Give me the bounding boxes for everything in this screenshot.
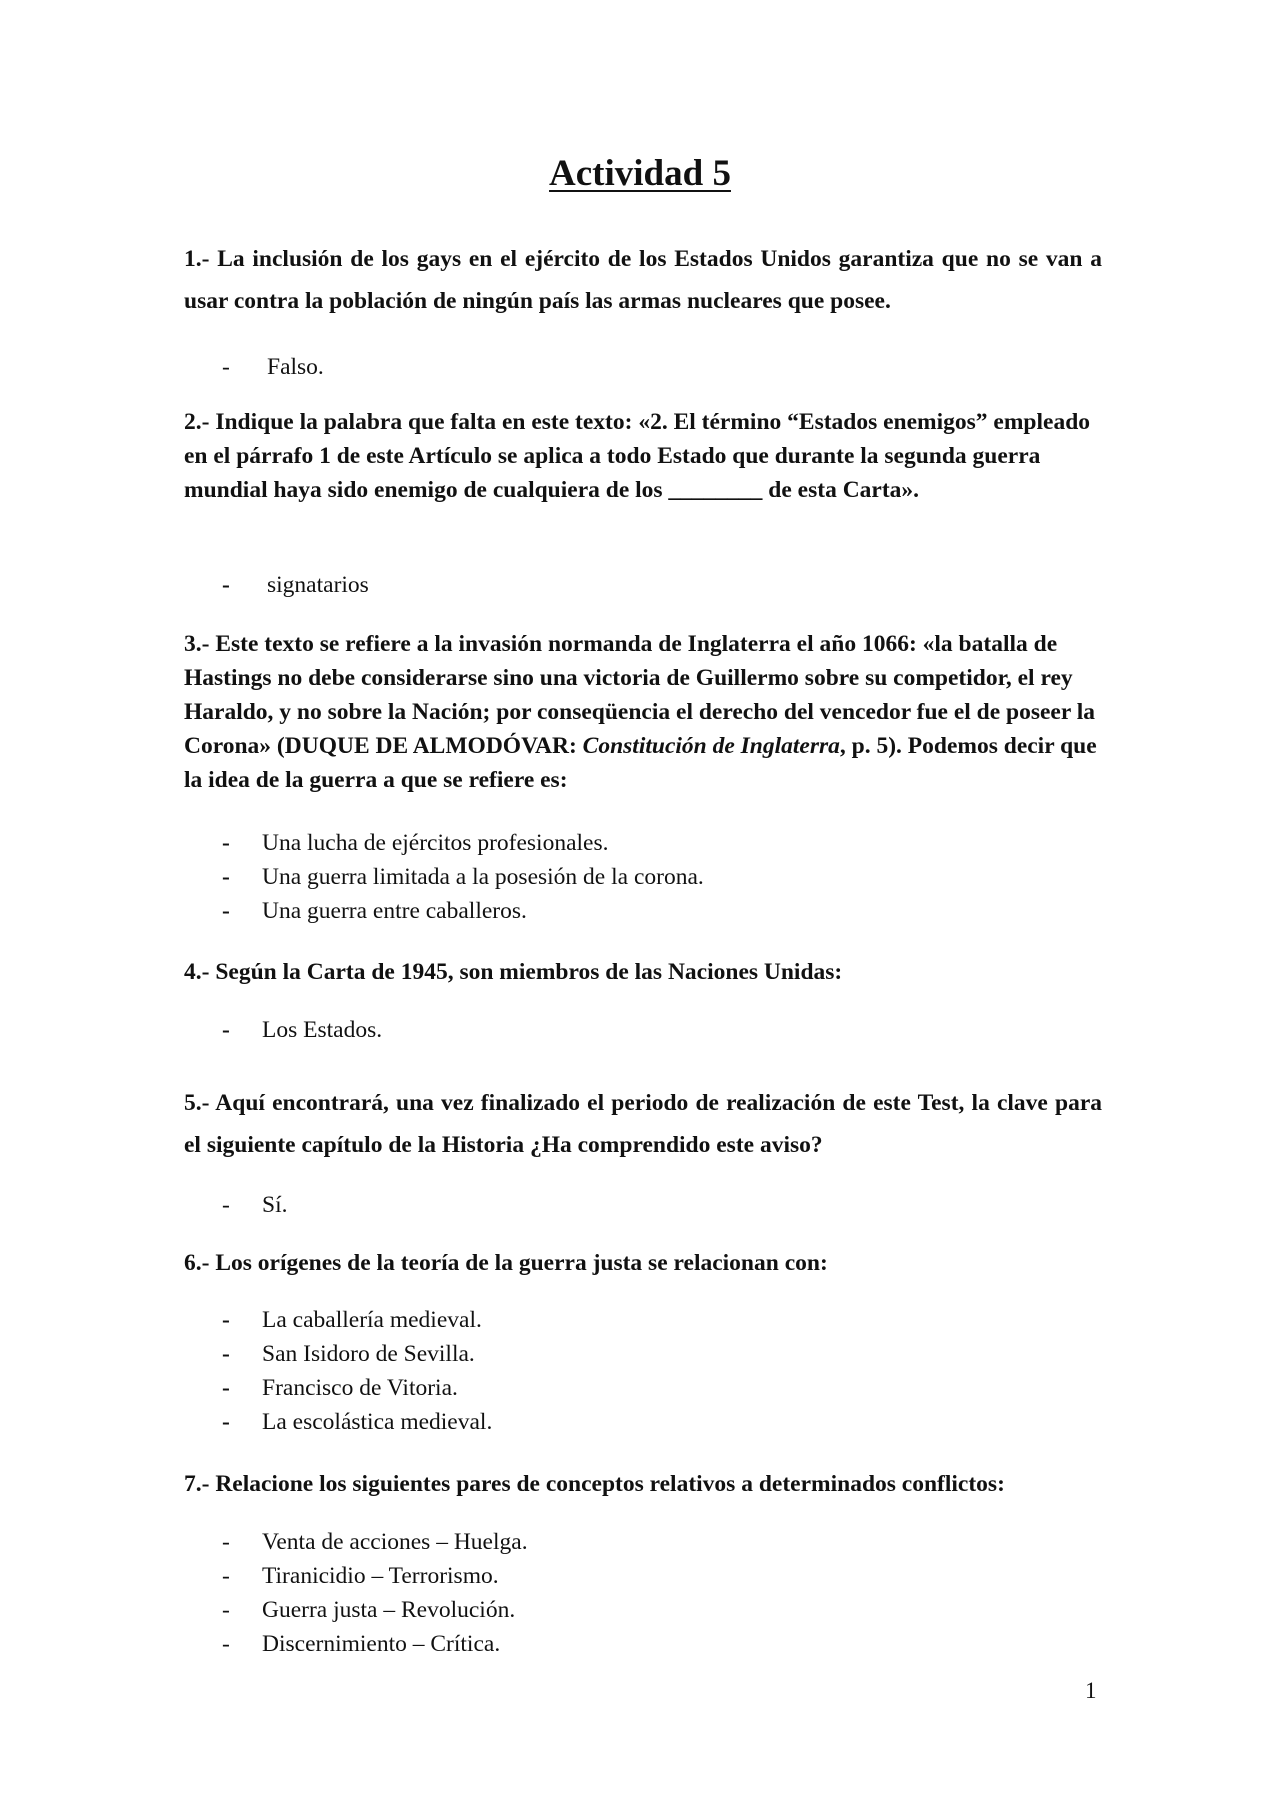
answer-text: Una guerra limitada a la posesión de la corona. [262,864,704,890]
answer-text: Tiranicidio – Terrorismo. [262,1563,499,1589]
answer-list-7 [222,1525,528,1661]
answer-list-3 [222,826,704,928]
answer-item [222,1371,492,1405]
answer-item [222,350,324,384]
answer-item [222,1559,528,1593]
answer-item [222,1303,492,1337]
answer-item [222,1593,528,1627]
answer-item [222,1013,382,1047]
answer-item [222,860,704,894]
question-5: 5.- Aquí encontrará, una vez finalizado el periodo de realización de este Test, la clave para el siguiente capítulo de la Historia ¿Ha comprendido este aviso? [184,1090,1102,1158]
dash-marker: - [222,898,230,924]
answer-item [222,1627,528,1661]
answer-item [222,568,369,602]
answer-item [222,826,704,860]
dash-marker: - [222,1529,230,1555]
answer-text: La caballería medieval. [262,1307,482,1333]
question-4: 4.- Según la Carta de 1945, son miembros de las Naciones Unidas: [184,959,843,985]
answer-text: Venta de acciones – Huelga. [262,1529,528,1555]
answer-text: Falso. [267,354,324,380]
answer-item [222,1188,287,1222]
answer-text: signatarios [267,572,369,598]
answer-text: Una guerra entre caballeros. [262,898,527,924]
dash-marker: - [222,1017,230,1043]
answer-text: Guerra justa – Revolución. [262,1597,516,1623]
question-7: 7.- Relacione los siguientes pares de conceptos relativos a determinados conflictos: [184,1471,1005,1497]
answer-item [222,894,704,928]
dash-marker: - [222,830,230,856]
question-2: 2.- Indique la palabra que falta en este texto: «2. El término “Estados enemigos” empleado en el párrafo 1 de este Artículo se aplica a todo Estado que durante la segunda guerra mundial haya sido enemigo de cualquiera de los ________ de esta Carta». [184,409,1091,503]
answer-text: San Isidoro de Sevilla. [262,1341,475,1367]
answer-list-1 [222,350,324,384]
question-3-book-title: Constitución de Inglaterra [582,733,840,759]
answer-list-2 [222,568,369,602]
page-title: Actividad 5 [549,153,731,194]
page-number: 1 [1085,1678,1097,1703]
question-3 [184,627,1102,797]
question-3-text-a: 3.- Este texto se refiere a la invasión normanda de Inglaterra el año 1066: «la batalla de Hastings no debe considerarse sino una victoria de Guillermo sobre su competidor, el rey Haraldo, y no sobre la Nación; por conseqüencia el derecho del vencedor fue el de poseer la Corona» (DUQUE DE ALMODÓVAR: [184,631,1096,759]
answer-item [222,1405,492,1439]
dash-marker: - [222,354,230,380]
dash-marker: - [222,1375,230,1401]
dash-marker: - [222,1192,230,1218]
answer-item [222,1337,492,1371]
dash-marker: - [222,1563,230,1589]
answer-list-5 [222,1188,287,1222]
dash-marker: - [222,864,230,890]
dash-marker: - [222,1341,230,1367]
answer-text: Sí. [262,1192,288,1218]
question-3-text-b: , p. 5). Podemos decir que la idea de la guerra a que se refiere es: [184,733,1097,793]
dash-marker: - [222,1307,230,1333]
question-1: 1.- La inclusión de los gays en el ejército de los Estados Unidos garantiza que no se van a usar contra la población de ningún país las armas nucleares que posee. [184,246,1102,314]
dash-marker: - [222,1409,230,1435]
answer-list-4 [222,1013,382,1047]
answer-text: Francisco de Vitoria. [262,1375,458,1401]
question-6: 6.- Los orígenes de la teoría de la guerra justa se relacionan con: [184,1250,828,1276]
answer-text: La escolástica medieval. [262,1409,493,1435]
answer-list-6 [222,1303,492,1439]
dash-marker: - [222,1597,230,1623]
dash-marker: - [222,572,230,598]
answer-text: Una lucha de ejércitos profesionales. [262,830,609,856]
answer-text: Los Estados. [262,1017,383,1043]
answer-text: Discernimiento – Crítica. [262,1631,501,1657]
dash-marker: - [222,1631,230,1657]
answer-item [222,1525,528,1559]
